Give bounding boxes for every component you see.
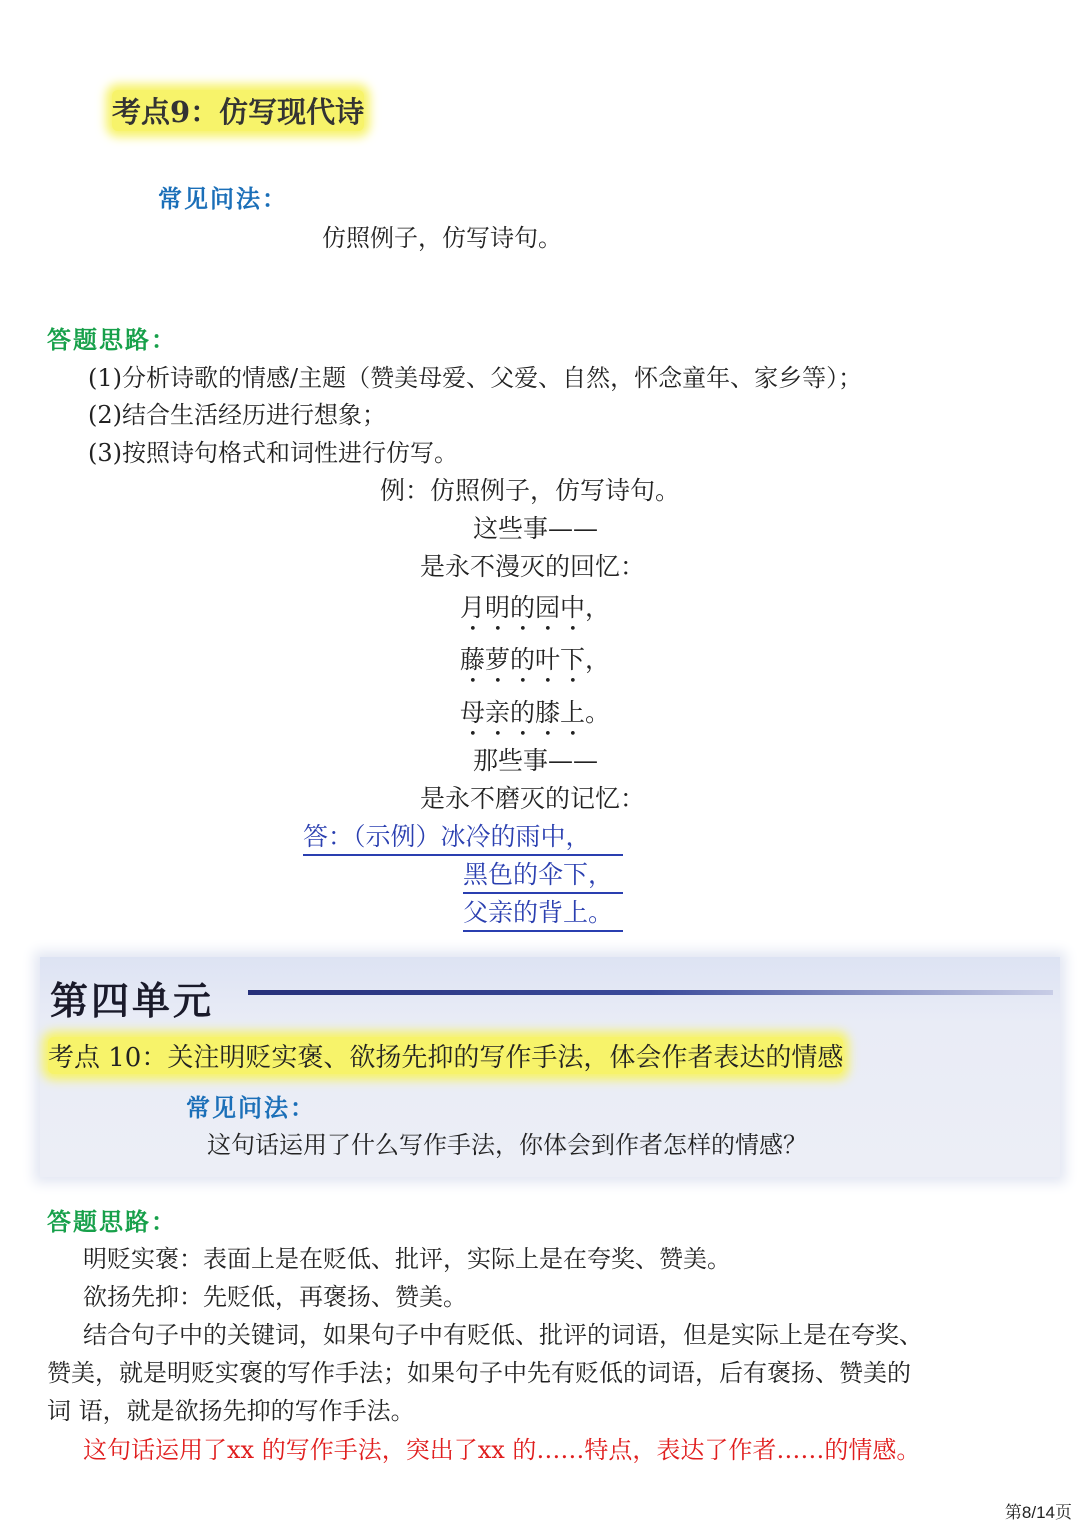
paragraph-line-3: 词 语，就是欲扬先抑的写作手法。 <box>47 1397 415 1425</box>
poem-line-3: 月明的园中， <box>460 593 611 622</box>
section10-title: 考点 10：关注明贬实褒、欲扬先抑的写作手法，体会作者表达的情感 <box>48 1037 843 1074</box>
approach-label: 答题思路： <box>47 325 177 354</box>
step-1: (1)分析诗歌的情感/主题（赞美母爱、父爱、自然，怀念童年、家乡等）； <box>88 364 863 392</box>
unit-title: 第四单元 <box>50 978 215 1023</box>
step-2: (2)结合生活经历进行想象； <box>88 401 386 429</box>
answer-line-2: 黑色的伞下， <box>463 855 623 894</box>
example-intro: 例：仿照例子，仿写诗句。 <box>380 476 681 505</box>
paragraph-line-2: 赞美，就是明贬实褒的写作手法；如果句子中先有贬低的词语，后有褒扬、赞美的 <box>47 1359 911 1387</box>
paragraph-line-1: 结合句子中的关键词，如果句子中有贬低、批评的词语，但是实际上是在夸奖、 <box>83 1321 923 1349</box>
common-question-text: 仿照例子，仿写诗句。 <box>322 224 562 252</box>
answer-line-1: 答：（示例）冰冷的雨中， <box>303 817 623 856</box>
poem-line-4: 藤萝的叶下， <box>460 645 611 674</box>
unit-common-question-text: 这句话运用了什么写作手法，你体会到作者怎样的情感？ <box>207 1131 807 1159</box>
answer-template: 这句话运用了xx 的写作手法，突出了xx 的……特点，表达了作者……的情感。 <box>83 1436 921 1464</box>
unit-common-question-label: 常见问法： <box>186 1093 316 1122</box>
poem-line-6: 那些事—— <box>473 746 599 775</box>
definition-yuyang: 欲扬先抑：先贬低，再褒扬、赞美。 <box>83 1283 467 1311</box>
definition-mingbian: 明贬实褒：表面上是在贬低、批评，实际上是在夸奖、赞美。 <box>83 1245 731 1273</box>
poem-line-5: 母亲的膝上。 <box>460 698 611 727</box>
section9-title: 考点9：仿写现代诗 <box>112 90 364 131</box>
unit-approach-label: 答题思路： <box>47 1207 177 1236</box>
unit-title-rule <box>248 990 1053 995</box>
page-number: 第8/14页 <box>1004 1503 1072 1522</box>
poem-line-7: 是永不磨灭的记忆： <box>420 784 646 813</box>
common-question-label: 常见问法： <box>158 184 288 213</box>
step-3: (3)按照诗句格式和词性进行仿写。 <box>88 439 458 467</box>
poem-line-2: 是永不漫灭的回忆： <box>420 552 646 581</box>
poem-line-1: 这些事—— <box>473 514 599 543</box>
answer-line-3: 父亲的背上。 <box>463 893 623 932</box>
